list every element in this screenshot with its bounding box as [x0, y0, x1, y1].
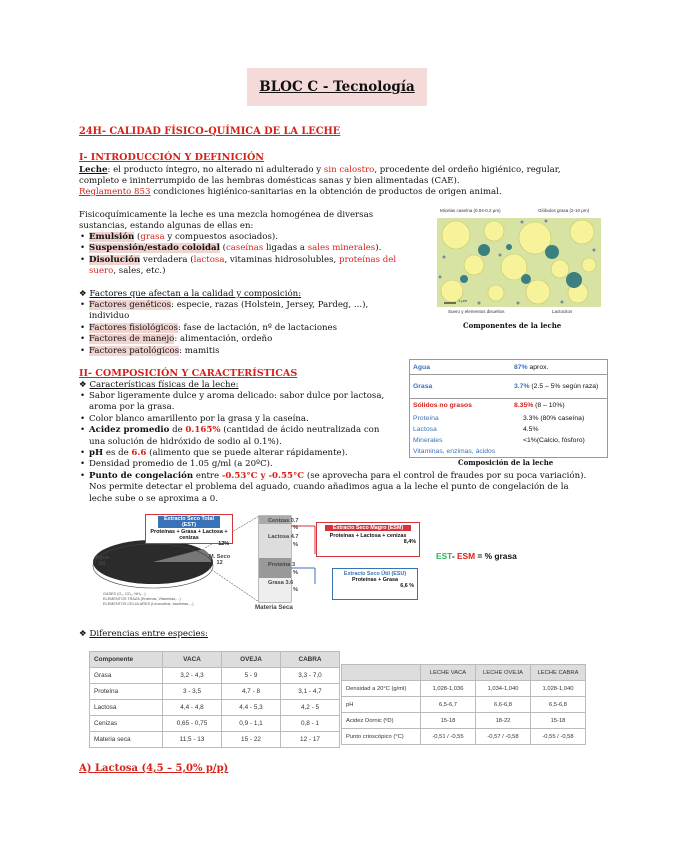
esm-box	[316, 522, 420, 557]
intro-reglamento: Reglamento 853 condiciones higiénico-sanitarias en la obtención de productos de origen animal.	[79, 187, 502, 197]
list-item-cont: individuo	[89, 311, 130, 322]
physchem-list	[79, 232, 396, 278]
species-table-1: Componente VACA OVEJA CABRA Grasa 3,2 - 4,3 5 - 9 3,3 - 7,0 Proteína 3 - 3,5 4,7 - 8 3,1 - 4,7 Lactosa 4,4 - 4,8 4,4 - 5,3 4,2 - 5 Cenizas 0,65 - 0,75 0,9 - 1,1 0,8 - 1 Materia seca 11,5 - 13 15 - 22 12 - 17	[89, 651, 340, 748]
comp-label: Lactosa	[413, 425, 437, 433]
esm-body: Proteínas + Lactosa + cenizas	[329, 533, 407, 539]
micro-bottom-left: Suero y elementos disueltos	[448, 309, 505, 314]
micro-label-right: Glóbulos grasa (2-10 μm)	[538, 208, 590, 213]
list-item: • Factores patológicos: mamitis	[79, 346, 368, 357]
species-table2	[341, 664, 586, 745]
list-item: • pH es de 6.6 (alimento que se puede alterar rápidamente).	[79, 448, 586, 459]
pct-label: %	[293, 587, 298, 593]
list-item-cont: suero, sales, etc.)	[89, 266, 166, 277]
esu-title: Extracto Seco Útil (ESU)	[343, 571, 407, 577]
comp-value: 8.35%	[514, 402, 534, 410]
table-row: Cenizas 0,65 - 0,75 0,9 - 1,1 0,8 - 1	[90, 716, 340, 732]
physchem-intro1: Fisicoquímicamente la leche es una mezcla homogénea de diversas	[79, 210, 374, 220]
comp-label: Sólidos no grasos	[413, 402, 472, 410]
list-item-cont: una solución de hidróxido de sodio al 0.1%).	[89, 436, 282, 447]
micro-bottom-right: Lactocitos	[552, 309, 573, 314]
list-item-cont: leche sube o se aproxima a 0.	[89, 493, 218, 504]
section2-heading: II- COMPOSICIÓN Y CARACTERÍSTICAS	[79, 368, 298, 379]
pct-label: %	[293, 542, 298, 548]
micro-scale: 1 μm	[458, 298, 467, 303]
mseco-label: M. Seco 12	[209, 554, 231, 566]
lactosa-heading: A) Lactosa (4,5 – 5,0% p/p)	[79, 763, 229, 774]
materia-seca-label: Materia Seca	[255, 604, 293, 611]
intro-def-line1: Leche: el producto íntegro, no alterado ni adulterado y sin calostro, procedente del ordeño higiénico, regular,	[79, 165, 561, 175]
esm-value: 8,4%	[403, 539, 416, 545]
list-item-cont: aroma por la grasa.	[89, 402, 175, 413]
agua-label: Agua 88	[95, 555, 109, 567]
est-box	[145, 514, 233, 547]
factors-list	[79, 300, 368, 357]
table-row: Lactosa 4,4 - 4,8 4,4 - 5,3 4,2 - 5	[90, 700, 340, 716]
species-table-2: LECHE VACA LECHE OVEJA LECHE CABRA Densidad a 20°C (g/ml) 1,028-1,036 1,034-1,040 1,028-1,040 pH 6,5-6,7 6,6-6,8 6,5-6,8 Acidez Dornic (ºD) 15-18 18-22 15-18 Punto crioscópico (°C) -0,51 / -0,55 -0,57 / -0,58 -0,55 / -0,58	[341, 664, 586, 745]
pct-label: %	[293, 525, 298, 531]
proteina-label: Proteína 3	[268, 562, 296, 568]
est-title: Extracto Seco Total (EST)	[158, 516, 220, 528]
title-box	[247, 68, 427, 106]
list-item: • Densidad promedio de 1.05 g/ml (a 20ºC).	[79, 459, 586, 470]
comp-value: 3.7%	[514, 383, 530, 390]
pct-label: %	[293, 570, 298, 576]
gases-notes: GASES (O₂, CO₂, NH₃...) ELEMENTOS TRAZA (Enzimas, Vitaminas,...) ELEMENTOS CELULARES (Leucocitos, bacterias,...)	[103, 592, 194, 606]
micro-caption: Componentes de la leche	[463, 321, 562, 330]
esu-body: Proteínas + Grasa	[352, 577, 398, 583]
table-row: Grasa 3,2 - 4,3 5 - 9 3,3 - 7,0	[90, 668, 340, 684]
comp-value: <1%(Calcio, fósforo)	[523, 436, 585, 444]
list-item: • Acidez promedio de 0.165% (cantidad de ácido neutralizada con	[79, 425, 586, 436]
cenizas-label: Cenizas 0.7	[268, 518, 299, 524]
page-title: BLOC C - Tecnología	[259, 79, 415, 95]
factors-heading: ❖ Factores que afectan a la calidad y composición:	[79, 289, 302, 299]
est-body: Proteínas + Grasa + Lactosa + cenizas	[150, 529, 228, 541]
list-item: • Color blanco amarillento por la grasa y la caseína.	[79, 414, 586, 425]
list-item: • Factores de manejo: alimentación, ordeño	[79, 334, 368, 345]
list-item: • Factores fisiológicos: fase de lactación, nº de lactaciones	[79, 323, 368, 334]
comp-label: Agua	[413, 363, 430, 371]
physchem-intro2: sustancias, estando algunas de ellas en:	[79, 221, 254, 231]
comp-label: Vitaminas, enzimas, ácidos	[413, 447, 496, 455]
lactosa-label: Lactosa 4.7	[268, 534, 299, 540]
comp-label: Proteína	[413, 414, 439, 422]
intro-heading: I- INTRODUCCIÓN Y DEFINICIÓN	[79, 152, 265, 163]
comp-value: 3.3% (80% caseína)	[523, 414, 585, 422]
dry-matter-diagram	[87, 514, 423, 622]
intro-def-line2: completo e ininterrumpido de las hembras domésticas sanas y bien alimentadas (CAE).	[79, 176, 460, 186]
grasa-label: Grasa 3.6	[268, 580, 294, 586]
comp-label: Minerales	[413, 436, 443, 444]
table-row: Materia seca 11,5 - 13 15 - 22 12 - 17	[90, 732, 340, 748]
est-value: 12%	[218, 541, 229, 547]
section-title: 24H- CALIDAD FÍSICO-QUÍMICA DE LA LECHE	[79, 126, 341, 137]
est-formula: EST- ESM = % grasa	[436, 551, 517, 561]
composition-table: Agua 87% aprox. Grasa 3.7% (2.5 – 5% según raza) Sólidos no grasos 8.35% (8 – 10%) Proteína 3.3% (80% caseína) Lactosa 4.5% Minerales <1%(Calcio, fósforo) Vitaminas, enzimas, ácidos	[409, 359, 608, 458]
milk-components-image	[434, 207, 604, 318]
list-item: • Disolución verdadera (lactosa, vitaminas hidrosolubles, proteínas del	[79, 255, 396, 266]
table-row: pH 6,5-6,7 6,6-6,8 6,5-6,8	[342, 697, 586, 713]
esu-value: 6,6 %	[400, 583, 414, 589]
list-item: • Sabor ligeramente dulce y aroma delicado: sabor dulce por lactosa,	[79, 391, 586, 402]
comp-label: Grasa	[413, 383, 433, 390]
table-row: Acidez Dornic (ºD) 15-18 18-22 15-18	[342, 713, 586, 729]
list-item: • Punto de congelación entre -0.53°C y -0.55°C (se aprovecha para el control de fraudes por su poca variación).	[79, 471, 586, 482]
table-row: Densidad a 20°C (g/ml) 1,028-1,036 1,034-1,040 1,028-1,040	[342, 681, 586, 697]
comp-value: 87%	[514, 363, 528, 371]
list-item: • Emulsión (grasa y compuestos asociados).	[79, 232, 396, 243]
micro-label-left: Micelas caseína (0.04-0.2 μm)	[440, 208, 501, 213]
list-item: • Factores genéticos: especie, razas (Holstein, Jersey, Pardeg, ...),	[79, 300, 368, 311]
table-row: Proteína 3 - 3,5 4,7 - 8 3,1 - 4,7	[90, 684, 340, 700]
fisicas-heading: ❖ Características físicas de la leche:	[79, 380, 239, 390]
esm-title: Extracto Seco Magro (ESM)	[325, 525, 411, 531]
species-table1	[89, 651, 340, 748]
esu-box	[332, 568, 418, 600]
composition-caption: Composición de la leche	[458, 458, 554, 467]
species-heading: ❖ Diferencias entre especies:	[79, 629, 208, 639]
comp-value: 4.5%	[523, 425, 539, 433]
list-item-cont: Nos permite detectar el problema del aguado, cuando añadimos agua a la leche el punto de congelación de la	[89, 482, 569, 493]
table-row: Punto crioscópico (°C) -0,51 / -0,55 -0,57 / -0,58 -0,55 / -0,58	[342, 729, 586, 745]
list-item: • Suspensión/estado coloidal (caseínas ligadas a sales minerales).	[79, 243, 396, 254]
